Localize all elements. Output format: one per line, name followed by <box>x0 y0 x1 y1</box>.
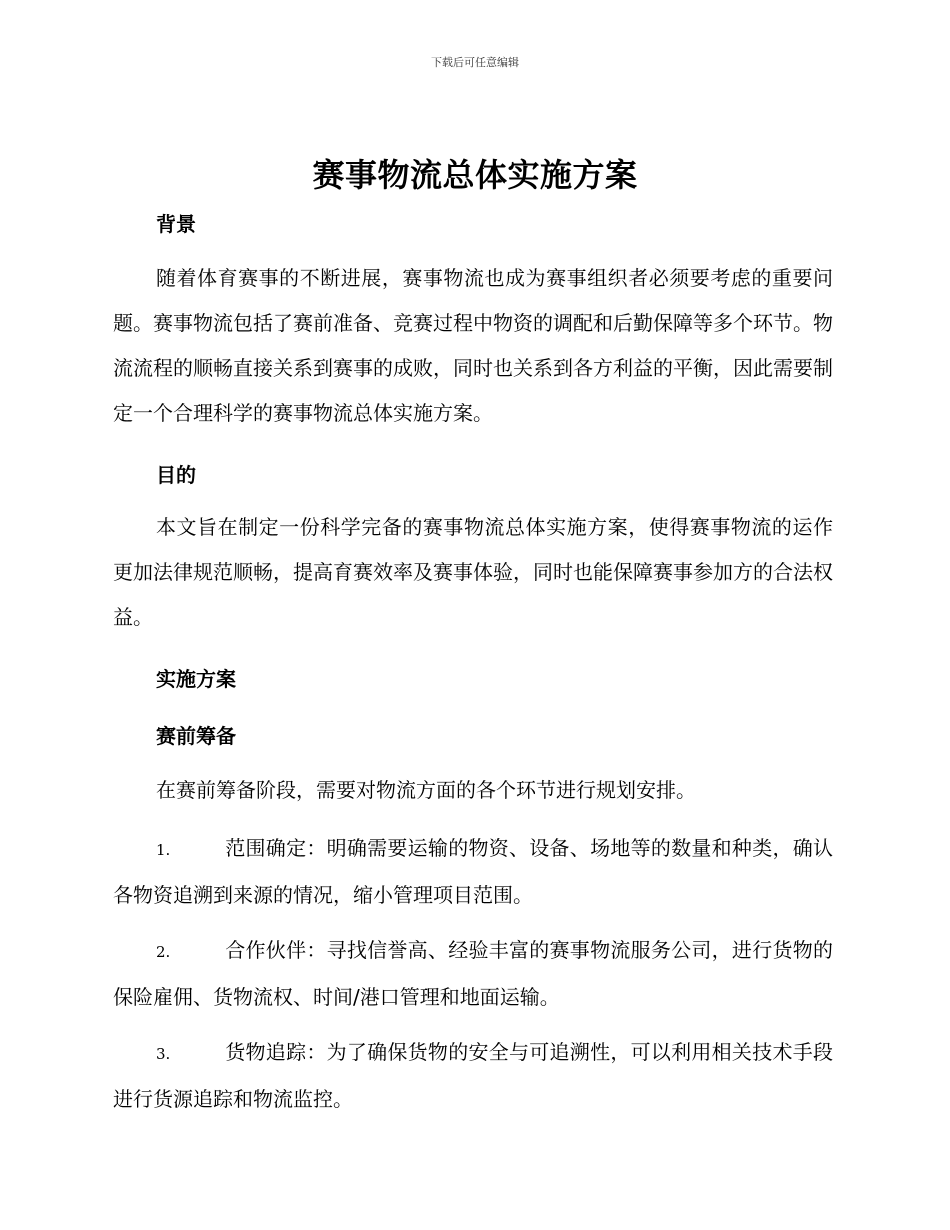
heading-background: 背景 <box>156 212 196 236</box>
list-item-number: 1. <box>156 841 171 859</box>
paragraph-purpose: 本文旨在制定一份科学完备的赛事物流总体实施方案，使得赛事物流的运作更加法律规范顺畅，提高育赛效率及赛事体验，同时也能保障赛事参加方的合法权益。 <box>113 515 833 629</box>
paragraph-background: 随着体育赛事的不断进展，赛事物流也成为赛事组织者必须要考虑的重要问题。赛事物流包括了赛前准备、竞赛过程中物资的调配和后勤保障等多个环节。物流流程的顺畅直接关系到赛事的成败，同时也关系到各方利益的平衡，因此需要制定一个合理科学的赛事物流总体实施方案。 <box>113 266 833 425</box>
header-note: 下载后可任意编辑 <box>431 56 519 69</box>
paragraph-preparation-intro: 在赛前筹备阶段，需要对物流方面的各个环节进行规划安排。 <box>156 778 696 802</box>
heading-plan: 实施方案 <box>156 667 236 691</box>
list-item-text: 合作伙伴：寻找信誉高、经验丰富的赛事物流服务公司，进行货物的保险雇佣、货物流权、时间/港口管理和地面运输。 <box>113 938 833 1009</box>
list-item-number: 3. <box>156 1045 171 1063</box>
list-item-number: 2. <box>156 943 171 961</box>
heading-preparation: 赛前筹备 <box>156 724 236 748</box>
list-item <box>113 928 833 1020</box>
list-item-text: 范围确定：明确需要运输的物资、设备、场地等的数量和种类，确认各物资追溯到来源的情况，缩小管理项目范围。 <box>113 836 833 907</box>
list-item-text: 货物追踪：为了确保货物的安全与可追溯性，可以利用相关技术手段进行货源追踪和物流监控。 <box>113 1040 833 1111</box>
document-title: 赛事物流总体实施方案 <box>312 156 638 194</box>
heading-purpose: 目的 <box>156 463 196 487</box>
list-item <box>113 1030 833 1122</box>
list-item <box>113 826 833 918</box>
